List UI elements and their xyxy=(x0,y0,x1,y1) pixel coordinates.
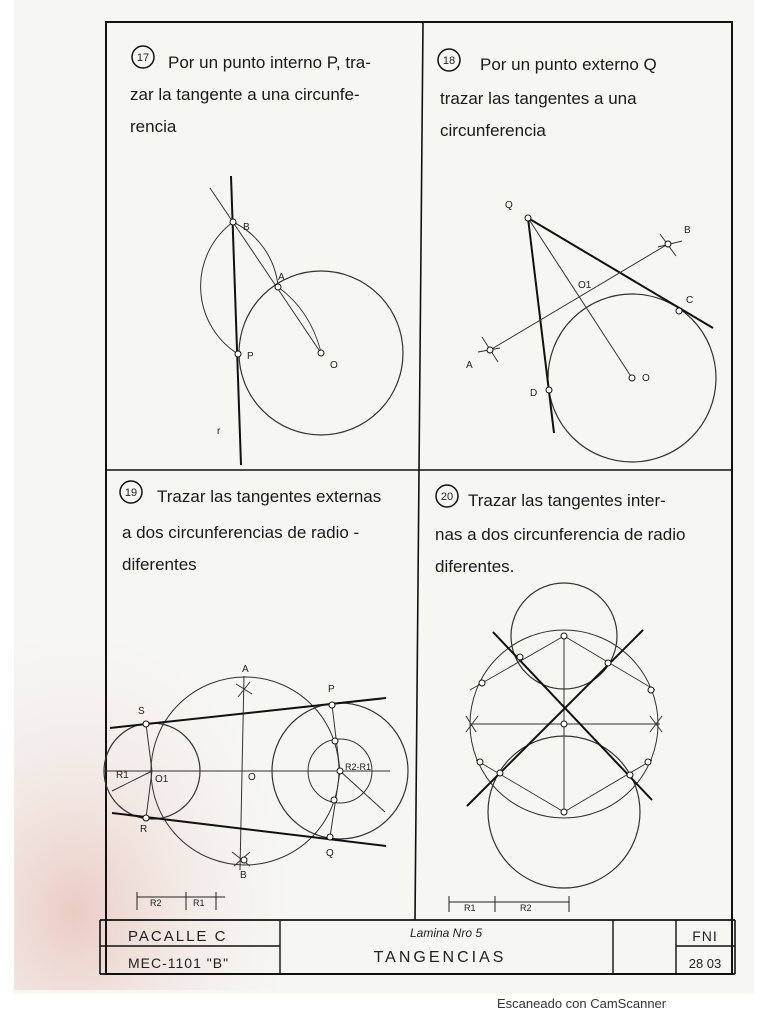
faculty-code: FNI xyxy=(692,928,718,944)
exercise-text-line-1: Trazar las tangentes inter- xyxy=(468,491,666,510)
point-label-o: O xyxy=(248,772,256,783)
sheet-number: Lamina Nro 5 xyxy=(409,926,483,940)
scale-label-r1: R1 xyxy=(464,903,476,913)
point-label-q: Q xyxy=(505,200,513,211)
radius-line xyxy=(210,188,321,353)
exercise-number: 17 xyxy=(136,52,150,64)
point-label-o1: O1 xyxy=(155,774,169,785)
point-label-c: C xyxy=(686,295,694,306)
exercise-text-line-1: Por un punto externo Q xyxy=(480,55,657,74)
point-label-a: A xyxy=(242,664,249,675)
exercise-text-line-1: Trazar las tangentes externas xyxy=(157,487,382,506)
scale-label-r2: R2 xyxy=(520,903,532,913)
exercise-text-line-2: trazar las tangentes a una xyxy=(440,89,637,108)
point-label-r: R xyxy=(140,824,148,835)
camscanner-watermark: Escaneado con CamScanner xyxy=(497,996,667,1011)
scale-bar xyxy=(449,896,569,913)
point-label-d: D xyxy=(530,388,538,399)
point-label-p: P xyxy=(247,351,254,362)
panel-20 xyxy=(435,485,685,913)
construction-arc xyxy=(201,222,278,354)
point-label-q: Q xyxy=(326,848,334,859)
point-label-b: B xyxy=(684,225,691,236)
course-code: MEC-1101 "B" xyxy=(128,955,230,971)
exercise-number: 19 xyxy=(124,487,138,499)
scale-label-r2: R2 xyxy=(150,898,162,908)
exercise-number: 20 xyxy=(440,491,454,503)
point-label-o: O xyxy=(330,360,338,371)
point-label-o: O xyxy=(642,373,650,384)
exercise-text-line-2: zar la tangente a una circunfe- xyxy=(130,85,360,104)
exercise-text-line-2: nas a dos circunferencia de radio xyxy=(435,525,686,544)
panel-18 xyxy=(438,49,716,462)
exercise-text-line-1: Por un punto interno P, tra- xyxy=(168,53,371,72)
exercise-text-line-3: diferentes. xyxy=(435,557,515,576)
internal-tangent-2 xyxy=(467,630,643,806)
scale-label-r1: R1 xyxy=(193,898,205,908)
point-label-s: S xyxy=(138,706,145,717)
exercise-text-line-3: rencia xyxy=(130,117,177,136)
point-label-b: B xyxy=(240,870,247,881)
point-label-p: P xyxy=(328,684,335,695)
radius-label-r2-r1: R2-R1 xyxy=(345,762,372,772)
panel-17 xyxy=(130,46,403,465)
radius-label-r1: R1 xyxy=(116,770,129,781)
vertical-divider xyxy=(415,22,423,920)
point-label-o1: O1 xyxy=(578,280,592,291)
point-label-b: B xyxy=(243,222,250,233)
line-label-r: r xyxy=(217,426,221,437)
point-label-a: A xyxy=(278,272,285,283)
sheet-date: 28 03 xyxy=(688,956,722,971)
sheet-subject: TANGENCIAS xyxy=(373,949,507,966)
student-name: PACALLE C xyxy=(128,928,228,945)
exercise-text-line-3: diferentes xyxy=(122,555,197,574)
point-label-a: A xyxy=(466,360,473,371)
exercise-text-line-2: a dos circunferencias de radio - xyxy=(122,523,360,542)
exercise-number: 18 xyxy=(442,55,456,67)
bisector-line xyxy=(490,244,668,350)
exercise-text-line-3: circunferencia xyxy=(440,121,546,140)
